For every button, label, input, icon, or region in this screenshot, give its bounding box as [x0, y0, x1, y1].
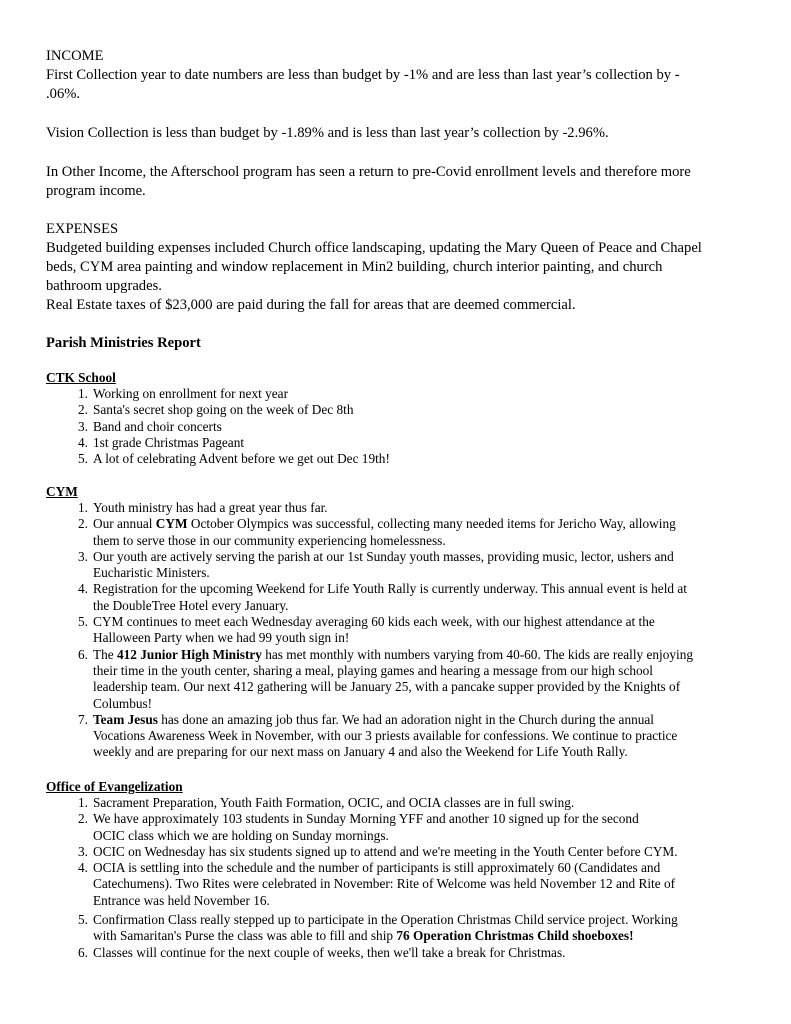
expenses-line3: bathroom upgrades. [46, 278, 162, 294]
item-text: OCIA is settling into the schedule and the number of participants is still approximately 60 (Candidates and [93, 860, 661, 876]
list-item [46, 860, 746, 909]
item-bold-text: CYM [155, 516, 188, 532]
item-text: 1st grade Christmas Pageant [93, 434, 245, 450]
income-section [46, 47, 746, 104]
ctk-school-section [46, 370, 746, 467]
item-text: CYM continues to meet each Wednesday averaging 60 kids each week, with our highest attendance at the [93, 614, 655, 630]
item-text: Entrance was held November 16. [93, 892, 270, 908]
vision-collection [46, 124, 746, 143]
report-title-block [46, 334, 746, 353]
item-text: Confirmation Class really stepped up to participate in the Operation Christmas Child service project. Working [93, 912, 678, 928]
income-first-collection-line2: .06%. [46, 86, 81, 102]
item-text: OCIC on Wednesday has six students signed up to attend and we're meeting in the Youth Center before CYM. [93, 843, 678, 859]
income-first-collection-line1: First Collection year to date numbers are less than budget by -1% and are less than last year’s collection by - [46, 67, 680, 83]
expenses-line2: beds, CYM area painting and window replacement in Min2 building, church interior painting, and church [46, 259, 663, 275]
evangelization-heading: Office of Evangelization [46, 779, 183, 794]
item-text: October Olympics was successful, collecting many needed items for Jericho Way, allowing [187, 516, 676, 532]
item-number: 4. [78, 860, 88, 876]
item-text: Registration for the upcoming Weekend for Life Youth Rally is currently underway. This annual event is held at [93, 581, 687, 597]
item-text: has met monthly with numbers varying from 40-60. The kids are really enjoying [261, 646, 694, 662]
item-text: Catechumens). Two Rites were celebrated in November: Rite of Welcome was held November 12 and Rite of [93, 876, 676, 892]
ctk-school-heading: CTK School [46, 370, 116, 385]
evangelization-section [46, 779, 746, 961]
item-text: Halloween Party when we had 99 youth sign in! [93, 630, 350, 646]
cym-heading: CYM [46, 484, 78, 499]
item-number: 3. [78, 418, 88, 434]
list-item [46, 402, 746, 418]
item-text: Classes will continue for the next couple of weeks, then we'll take a break for Christmas. [93, 944, 566, 960]
item-text: Sacrament Preparation, Youth Faith Formation, OCIC, and OCIA classes are in full swing. [93, 795, 575, 810]
other-income-line1: In Other Income, the Afterschool program has seen a return to pre-Covid enrollment levels and therefore more [46, 164, 691, 180]
item-text: Santa's secret shop going on the week of Dec 8th [93, 402, 354, 418]
item-number: 4. [78, 581, 88, 597]
item-number: 3. [78, 843, 88, 859]
income-heading: INCOME [46, 48, 104, 64]
item-text: A lot of celebrating Advent before we get out Dec 19th! [93, 451, 390, 467]
item-number: 6. [78, 944, 88, 960]
item-number: 5. [78, 451, 88, 467]
list-item [46, 844, 746, 860]
list-item [46, 811, 746, 844]
other-income-line2: program income. [46, 183, 146, 199]
item-text: their time in the youth center, sharing a meal, playing games and hearing a message from our high school [93, 662, 653, 678]
item-text: with Samaritan's Purse the class was able to fill and ship [93, 928, 397, 944]
expenses-heading: EXPENSES [46, 221, 119, 237]
list-item [46, 500, 746, 516]
item-text: Vocations Awareness Week in November, with our 3 priests available for confessions. We continue to practice [93, 728, 678, 744]
item-number: 1. [78, 795, 88, 810]
evangelization-list [46, 795, 746, 961]
list-item [46, 912, 746, 945]
list-item [46, 795, 746, 811]
item-number: 7. [78, 711, 88, 727]
cym-list [46, 500, 746, 761]
item-number: 2. [78, 402, 88, 418]
list-item [46, 647, 746, 712]
item-text: Eucharistic Ministers. [93, 565, 210, 581]
list-item [46, 581, 746, 614]
item-text: Working on enrollment for next year [93, 386, 288, 401]
item-number: 3. [78, 548, 88, 564]
list-item [46, 386, 746, 402]
item-text: OCIC class which we are holding on Sunday mornings. [93, 827, 389, 843]
list-item [46, 516, 746, 549]
item-text: weekly and are preparing for our next mass on January 4 and also the Weekend for Life Youth Rally. [93, 744, 628, 760]
item-number: 6. [78, 646, 88, 662]
item-number: 2. [78, 811, 88, 827]
list-item [46, 451, 746, 467]
expenses-line4: Real Estate taxes of $23,000 are paid during the fall for areas that are deemed commercial. [46, 297, 576, 313]
item-text: Our annual [93, 516, 156, 532]
expenses-line1: Budgeted building expenses included Church office landscaping, updating the Mary Queen of Peace and Chapel [46, 240, 702, 256]
item-number: 1. [78, 500, 88, 515]
list-item [46, 419, 746, 435]
item-text: Columbus! [93, 695, 153, 711]
item-text: Youth ministry has had a great year thus far. [93, 500, 328, 515]
ctk-school-list [46, 386, 746, 467]
item-bold-text: 412 Junior High Ministry [117, 646, 262, 662]
item-number: 1. [78, 386, 88, 401]
item-bold-text: 76 Operation Christmas Child shoeboxes! [396, 928, 634, 944]
report-title: Parish Ministries Report [46, 335, 201, 351]
other-income [46, 163, 746, 201]
item-text: leadership team. Our next 412 gathering will be January 25, with a pancake supper provided by the Knights of [93, 679, 681, 695]
item-number: 4. [78, 434, 88, 450]
list-item [46, 549, 746, 582]
item-number: 5. [78, 614, 88, 630]
item-text: We have approximately 103 students in Sunday Morning YFF and another 10 signed up for the second [93, 811, 639, 827]
list-item [46, 435, 746, 451]
item-number: 5. [78, 912, 88, 928]
expenses-section [46, 220, 746, 315]
item-text: them to serve those in our community experiencing homelessness. [93, 532, 446, 548]
list-item [46, 945, 746, 961]
list-item [46, 712, 746, 761]
item-bold-text: Team Jesus [93, 711, 158, 727]
item-text: has done an amazing job thus far. We had an adoration night in the Church during the annual [157, 711, 654, 727]
vision-collection-text: Vision Collection is less than budget by -1.89% and is less than last year’s collection by -2.96%. [46, 125, 609, 141]
cym-section [46, 484, 746, 761]
item-text: The [93, 646, 117, 662]
list-item [46, 614, 746, 647]
item-text: Our youth are actively serving the parish at our 1st Sunday youth masses, providing music, lector, ushers and [93, 548, 674, 564]
item-text: Band and choir concerts [93, 418, 222, 434]
item-number: 2. [78, 516, 88, 532]
item-text: the DoubleTree Hotel every January. [93, 597, 289, 613]
